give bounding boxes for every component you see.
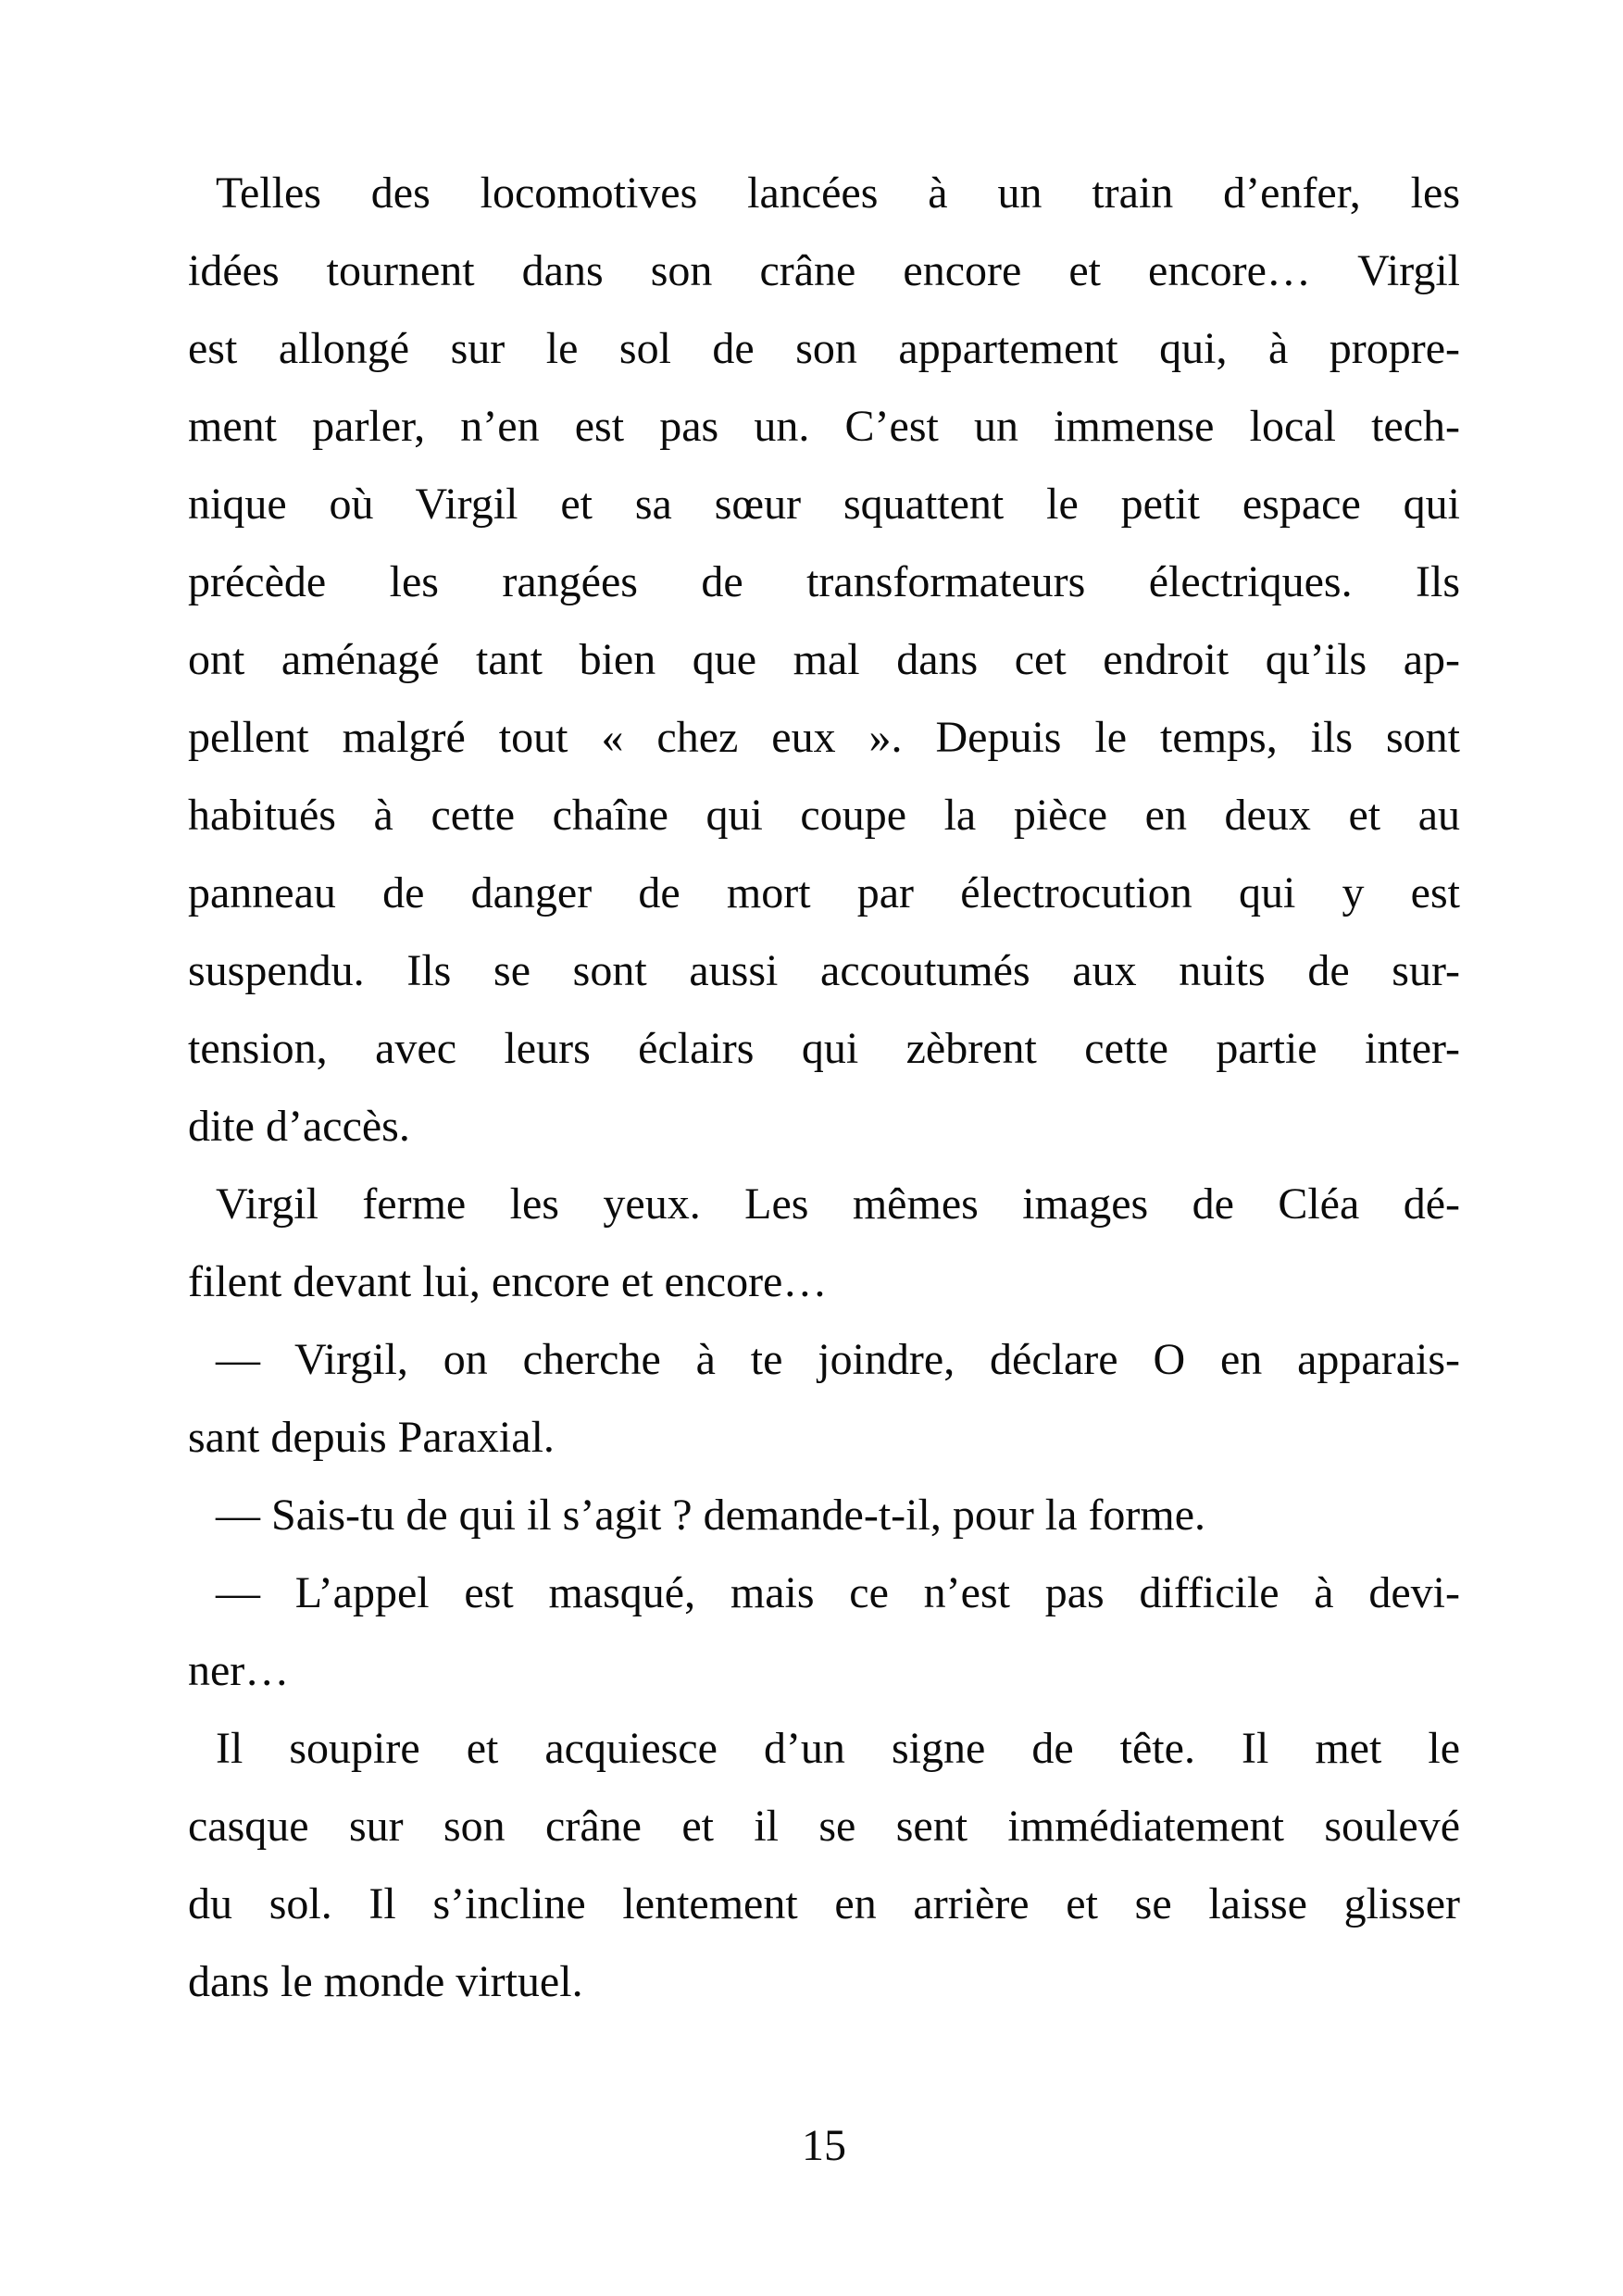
text-line: ment parler, n’en est pas un. C’est un immense local tech- [188,402,1460,451]
text-line: habitués à cette chaîne qui coupe la pièce en deux et au [188,791,1460,840]
page-number: 15 [802,2121,846,2170]
text-line: Telles des locomotives lancées à un train d’enfer, les [216,168,1460,218]
text-line: casque sur son crâne et il se sent immédiatement soulevé [188,1802,1460,1851]
text-line: sant depuis Paraxial. [188,1413,555,1462]
text-line: ner… [188,1646,290,1695]
text-line: dans le monde virtuel. [188,1957,583,2006]
text-line: Il soupire et acquiesce d’un signe de tête. Il met le [216,1724,1460,1773]
text-line: idées tournent dans son crâne encore et encore… Virgil [188,246,1460,295]
text-line: du sol. Il s’incline lentement en arrière et se laisse glisser [188,1879,1460,1928]
text-line: pellent malgré tout « chez eux ». Depuis le temps, ils sont [188,713,1460,762]
text-line: tension, avec leurs éclairs qui zèbrent cette partie inter- [188,1024,1460,1073]
text-line: dite d’accès. [188,1102,410,1151]
text-block [188,155,1460,2021]
text-line: filent devant lui, encore et encore… [188,1257,828,1306]
text-line: ont aménagé tant bien que mal dans cet endroit qu’ils ap- [188,635,1460,684]
text-line: — L’appel est masqué, mais ce n’est pas difficile à devi- [216,1568,1460,1617]
text-line: Virgil ferme les yeux. Les mêmes images de Cléa dé- [216,1179,1460,1229]
text-line: précède les rangées de transformateurs électriques. Ils [188,557,1460,606]
text-line: suspendu. Ils se sont aussi accoutumés aux nuits de sur- [188,946,1460,995]
text-line: panneau de danger de mort par électrocution qui y est [188,868,1460,917]
text-line: — Virgil, on cherche à te joindre, déclare O en apparais- [216,1335,1460,1384]
text-line: est allongé sur le sol de son appartement qui, à propre- [188,324,1460,373]
text-line: nique où Virgil et sa sœur squattent le petit espace qui [188,480,1460,529]
text-line: — Sais-tu de qui il s’agit ? demande-t-il, pour la forme. [216,1491,1206,1540]
